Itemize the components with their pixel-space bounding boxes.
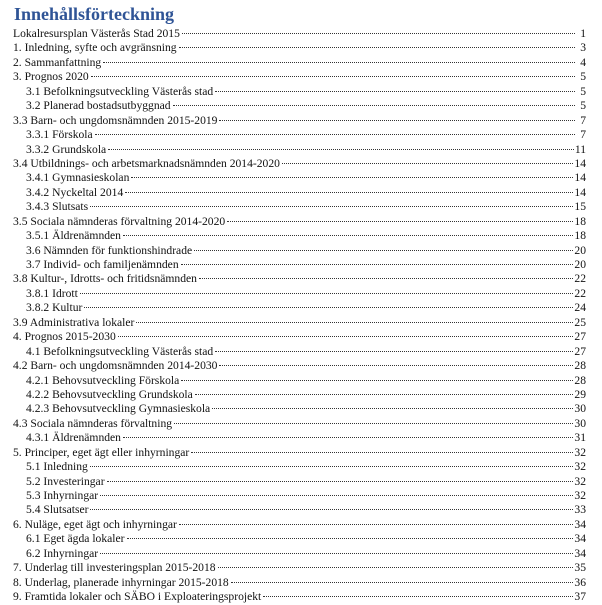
toc-entry-line[interactable] — [13, 446, 586, 460]
toc-entry-label[interactable]: 3.1 Befolkningsutveckling Västerås stad — [26, 84, 214, 98]
toc-entry[interactable] — [0, 143, 602, 157]
toc-entry-page-number[interactable]: 25 — [574, 315, 586, 329]
toc-entry-label[interactable]: 3.4 Utbildnings- och arbetsmarknadsnämnden 2014-2020 — [13, 156, 280, 170]
toc-entry-line[interactable] — [26, 402, 586, 416]
toc-entry-line[interactable] — [13, 590, 586, 604]
toc-entry[interactable] — [0, 402, 602, 416]
toc-entry-line[interactable] — [26, 143, 586, 157]
toc-entry-line[interactable] — [26, 244, 586, 258]
toc-entry-label[interactable]: 1. Inledning, syfte och avgränsning — [13, 41, 177, 55]
toc-entry-line[interactable] — [26, 388, 586, 402]
toc-entry[interactable] — [0, 431, 602, 445]
toc-entry-page-number[interactable]: 7 — [580, 128, 586, 142]
toc-dot-leader — [194, 250, 573, 251]
toc-entry-page-number[interactable]: 15 — [574, 200, 586, 214]
toc-entry[interactable] — [0, 70, 602, 84]
toc-entry-label[interactable]: 5.1 Inledning — [26, 460, 88, 474]
toc-entry-line[interactable] — [13, 27, 586, 41]
toc-dot-leader — [174, 423, 573, 424]
toc-entry-line[interactable] — [13, 114, 586, 128]
toc-dot-leader — [123, 235, 573, 236]
toc-entry-page-number[interactable]: 35 — [574, 561, 586, 575]
toc-dot-leader — [84, 307, 573, 308]
toc-entry-line[interactable] — [13, 70, 586, 84]
toc-entry[interactable] — [0, 41, 602, 55]
toc-entry-line[interactable] — [13, 157, 586, 171]
toc-entry-label[interactable]: 3.8 Kultur-, Idrotts- och fritidsnämnden — [13, 272, 197, 286]
toc-dot-leader — [118, 336, 574, 337]
toc-entry-page-number[interactable]: 14 — [574, 156, 586, 170]
toc-entry[interactable] — [0, 99, 602, 113]
toc-entry-label[interactable]: 3.6 Nämnden för funktionshindrade — [26, 243, 193, 257]
toc-entry-label[interactable]: 3.9 Administrativa lokaler — [13, 315, 135, 329]
toc-dot-leader — [219, 365, 573, 366]
toc-entry-label[interactable]: 4.3 Sociala nämnderas förvaltning — [13, 416, 173, 430]
toc-entry-line[interactable] — [26, 287, 586, 301]
toc-entry-label[interactable]: Lokalresursplan Västerås Stad 2015 — [13, 27, 180, 40]
toc-entry-label[interactable]: 3.7 Individ- och familjenämnden — [26, 258, 179, 271]
toc-dot-leader — [95, 134, 575, 135]
toc-entry-line[interactable] — [26, 503, 586, 517]
toc-entry-label[interactable]: 6.1 Eget ägda lokaler — [26, 532, 125, 546]
toc-entry-line[interactable] — [26, 460, 586, 474]
toc-entry-label[interactable]: 2. Sammanfattning — [13, 55, 102, 69]
toc-entry-page-number[interactable]: 20 — [574, 258, 586, 271]
toc-entry-page-number[interactable]: 32 — [574, 460, 586, 474]
toc-entry-label[interactable]: 4.2.1 Behovsutveckling Förskola — [26, 373, 180, 387]
toc-dot-leader — [127, 538, 574, 539]
toc-entry[interactable] — [0, 561, 602, 575]
toc-dot-leader — [107, 481, 574, 482]
toc-entry-label[interactable]: 4.2 Barn- och ungdomsnämnden 2014-2030 — [13, 359, 218, 373]
toc-entry-label[interactable]: 4.1 Befolkningsutveckling Västerås stad — [26, 344, 214, 358]
toc-entry[interactable] — [0, 186, 602, 200]
toc-entry[interactable] — [0, 374, 602, 388]
toc-entry-label[interactable]: 4.2.2 Behovsutveckling Grundskola — [26, 387, 193, 401]
toc-entry-label[interactable]: 3. Prognos 2020 — [13, 70, 89, 84]
toc-entry-label[interactable]: 3.2 Planerad bostadsutbyggnad — [26, 99, 171, 113]
toc-entry-page-number[interactable]: 22 — [574, 286, 586, 300]
toc-entry-label[interactable]: 6.2 Inhyrningar — [26, 546, 99, 560]
toc-dot-leader — [90, 206, 573, 207]
toc-entry-page-number[interactable]: 4 — [580, 55, 586, 69]
toc-dot-leader — [282, 163, 573, 164]
toc-entry-page-number[interactable]: 34 — [574, 546, 586, 560]
toc-entry[interactable] — [0, 85, 602, 99]
toc-entry-line[interactable] — [13, 215, 586, 229]
toc-dot-leader — [179, 47, 575, 48]
toc-dot-leader — [179, 524, 574, 525]
toc-dot-leader — [100, 495, 573, 496]
toc-entry-line[interactable] — [26, 186, 586, 200]
toc-dot-leader — [219, 120, 575, 121]
toc-dot-leader — [215, 91, 575, 92]
toc-entry-page-number[interactable]: 36 — [574, 575, 586, 589]
toc-dot-leader — [131, 177, 573, 178]
toc-heading: Innehållsförteckning — [14, 4, 175, 24]
toc-dot-leader — [231, 582, 574, 583]
toc-entry[interactable] — [0, 590, 602, 604]
toc-entry-line[interactable] — [26, 489, 586, 503]
toc-entry-page-number[interactable]: 5 — [580, 99, 586, 113]
toc-entry-label[interactable]: 5.2 Investeringar — [26, 474, 105, 488]
toc-entry[interactable] — [0, 258, 602, 272]
toc-dot-leader — [90, 466, 574, 467]
toc-entry-page-number[interactable]: 33 — [574, 503, 586, 517]
toc-dot-leader — [90, 509, 573, 510]
toc-entry-page-number[interactable]: 32 — [574, 445, 586, 459]
toc-entry-line[interactable] — [26, 345, 586, 359]
toc-dot-leader — [103, 62, 575, 63]
toc-entry-page-number[interactable]: 20 — [574, 243, 586, 257]
toc-entry-page-number[interactable]: 29 — [574, 387, 586, 401]
toc-entry-page-number[interactable]: 28 — [574, 373, 586, 387]
toc-entry[interactable] — [0, 287, 602, 301]
toc-entry[interactable] — [0, 518, 602, 532]
toc-dot-leader — [191, 452, 573, 453]
toc-entry-label[interactable]: 3.3.2 Grundskola — [26, 142, 107, 156]
toc-dot-leader — [199, 278, 573, 279]
toc-dot-leader — [182, 33, 575, 34]
toc-entry-label[interactable]: 3.8.1 Idrott — [26, 286, 78, 300]
toc-entry-label[interactable]: 6. Nuläge, eget ägt och inhyrningar — [13, 517, 177, 531]
toc-dot-leader — [80, 293, 574, 294]
toc-dot-leader — [212, 408, 573, 409]
toc-entry-page-number[interactable]: 3 — [580, 41, 586, 55]
toc-entry-line[interactable] — [13, 272, 586, 286]
toc-entry[interactable] — [0, 446, 602, 460]
toc-entry-label[interactable]: 7. Underlag till investeringsplan 2015-2018 — [13, 561, 216, 575]
toc-entry-line[interactable] — [26, 547, 586, 561]
toc-dot-leader — [195, 394, 574, 395]
toc-entry-page-number[interactable]: 28 — [574, 359, 586, 373]
toc-dot-leader — [227, 221, 573, 222]
toc-entry-line[interactable] — [13, 41, 586, 55]
toc-entry-line[interactable] — [26, 229, 586, 243]
toc-entry-line[interactable] — [26, 475, 586, 489]
toc-entry-line[interactable] — [13, 518, 586, 532]
toc-entry-page-number[interactable]: 14 — [574, 185, 586, 199]
toc-entry-page-number[interactable]: 5 — [580, 84, 586, 98]
toc-entry-page-number[interactable]: 22 — [574, 272, 586, 286]
toc-entry-page-number[interactable]: 32 — [574, 489, 586, 502]
toc-entry-line[interactable] — [26, 532, 586, 546]
toc-entry-page-number[interactable]: 7 — [580, 113, 586, 127]
toc-entry[interactable] — [0, 244, 602, 258]
toc-entry-line[interactable] — [26, 301, 586, 315]
toc-entry[interactable] — [0, 532, 602, 546]
toc-entry-label[interactable]: 3.5.1 Äldrenämnden — [26, 229, 121, 243]
toc-entry-label[interactable]: 4.2.3 Behovsutveckling Gymnasieskola — [26, 402, 211, 416]
toc-entry-page-number[interactable]: 24 — [574, 301, 586, 315]
toc-dot-leader — [181, 380, 573, 381]
toc-entry-label[interactable]: 3.4.2 Nyckeltal 2014 — [26, 185, 124, 199]
toc-entry[interactable] — [0, 301, 602, 315]
toc-entry-line[interactable] — [26, 171, 586, 185]
toc-entry[interactable] — [0, 576, 602, 590]
toc-dot-leader — [123, 437, 573, 438]
toc-entry-page-number[interactable]: 32 — [574, 474, 586, 488]
toc-entry-page-number[interactable]: 14 — [574, 171, 586, 185]
toc-entry-label[interactable]: 3.4.1 Gymnasieskolan — [26, 171, 130, 185]
toc-dot-leader — [263, 596, 573, 597]
toc-entry[interactable] — [0, 229, 602, 243]
toc-dot-leader — [100, 553, 573, 554]
toc-entry-page-number[interactable]: 11 — [574, 142, 586, 156]
toc-entry[interactable] — [0, 547, 602, 561]
toc-entry-line[interactable] — [13, 56, 586, 70]
toc-entry[interactable] — [0, 272, 602, 286]
toc-entry-label[interactable]: 5.3 Inhyrningar — [26, 489, 99, 502]
toc-entry-page-number[interactable]: 1 — [580, 27, 586, 40]
toc-entry-label[interactable]: 4. Prognos 2015-2030 — [13, 330, 116, 344]
toc-entry[interactable] — [0, 171, 602, 185]
toc-entry-line[interactable] — [26, 258, 586, 272]
toc-dot-leader — [181, 264, 574, 265]
toc-entry-page-number[interactable]: 18 — [574, 214, 586, 228]
toc-entry-label[interactable]: 9. Framtida lokaler och SÄBO i Exploateringsprojekt — [13, 590, 262, 604]
toc-entry-line[interactable] — [26, 374, 586, 388]
toc-entry-label[interactable]: 3.4.3 Slutsats — [26, 200, 89, 214]
toc-entry-page-number[interactable]: 30 — [574, 402, 586, 416]
toc-entry-page-number[interactable]: 30 — [574, 416, 586, 430]
toc-entry-line[interactable] — [26, 99, 586, 113]
toc-entry-label[interactable]: 3.3.1 Förskola — [26, 128, 93, 142]
toc-entry-label[interactable]: 3.3 Barn- och ungdomsnämnden 2015-2019 — [13, 113, 218, 127]
toc-entry-line[interactable] — [13, 561, 586, 575]
toc-entry[interactable] — [0, 460, 602, 474]
toc-entry[interactable] — [0, 417, 602, 431]
toc-entry-page-number[interactable]: 34 — [574, 517, 586, 531]
toc-dot-leader — [215, 351, 573, 352]
toc-entry-line[interactable] — [26, 200, 586, 214]
toc-entry-line[interactable] — [26, 431, 586, 445]
toc-entry-page-number[interactable]: 5 — [580, 70, 586, 84]
toc-entry-page-number[interactable]: 27 — [574, 330, 586, 344]
toc-entry-label[interactable]: 4.3.1 Äldrenämnden — [26, 431, 121, 445]
toc-dot-leader — [91, 76, 575, 77]
toc-entry-line[interactable] — [26, 85, 586, 99]
toc-entry-page-number[interactable]: 18 — [574, 229, 586, 243]
toc-entry[interactable] — [0, 330, 602, 344]
toc-entry[interactable] — [0, 503, 602, 517]
toc-entry[interactable] — [0, 215, 602, 229]
toc-entry[interactable] — [0, 359, 602, 373]
toc-entry-page-number[interactable]: 31 — [574, 431, 586, 445]
toc-dot-leader — [108, 149, 574, 150]
toc-entry-page-number[interactable]: 27 — [574, 344, 586, 358]
toc-entry[interactable] — [0, 27, 602, 41]
toc-entry-line[interactable] — [13, 316, 586, 330]
toc-entry-line[interactable] — [13, 576, 586, 590]
toc-dot-leader — [218, 567, 574, 568]
toc-entry[interactable] — [0, 128, 602, 142]
toc-entry[interactable] — [0, 56, 602, 70]
toc-entry-label[interactable]: 5.4 Slutsatser — [26, 503, 89, 517]
toc-entry[interactable] — [0, 489, 602, 503]
toc-entry[interactable] — [0, 157, 602, 171]
toc-entry-line[interactable] — [13, 330, 586, 344]
toc-list — [0, 27, 602, 605]
toc-entry-line[interactable] — [13, 359, 586, 373]
toc-entry[interactable] — [0, 316, 602, 330]
toc-entry-line[interactable] — [26, 128, 586, 142]
toc-entry[interactable] — [0, 345, 602, 359]
toc-entry-page-number[interactable]: 37 — [574, 590, 586, 604]
toc-entry[interactable] — [0, 114, 602, 128]
toc-entry[interactable] — [0, 200, 602, 214]
toc-entry-page-number[interactable]: 34 — [574, 532, 586, 546]
toc-entry-label[interactable]: 8. Underlag, planerade inhyrningar 2015-2018 — [13, 575, 229, 589]
toc-dot-leader — [136, 322, 573, 323]
toc-dot-leader — [125, 192, 573, 193]
toc-entry-label[interactable]: 3.5 Sociala nämnderas förvaltning 2014-2020 — [13, 214, 226, 228]
toc-entry-label[interactable]: 3.8.2 Kultur — [26, 301, 83, 315]
toc-entry[interactable] — [0, 388, 602, 402]
toc-entry-label[interactable]: 5. Principer, eget ägt eller inhyrningar — [13, 445, 190, 459]
toc-dot-leader — [173, 105, 575, 106]
toc-entry[interactable] — [0, 475, 602, 489]
toc-entry-line[interactable] — [13, 417, 586, 431]
